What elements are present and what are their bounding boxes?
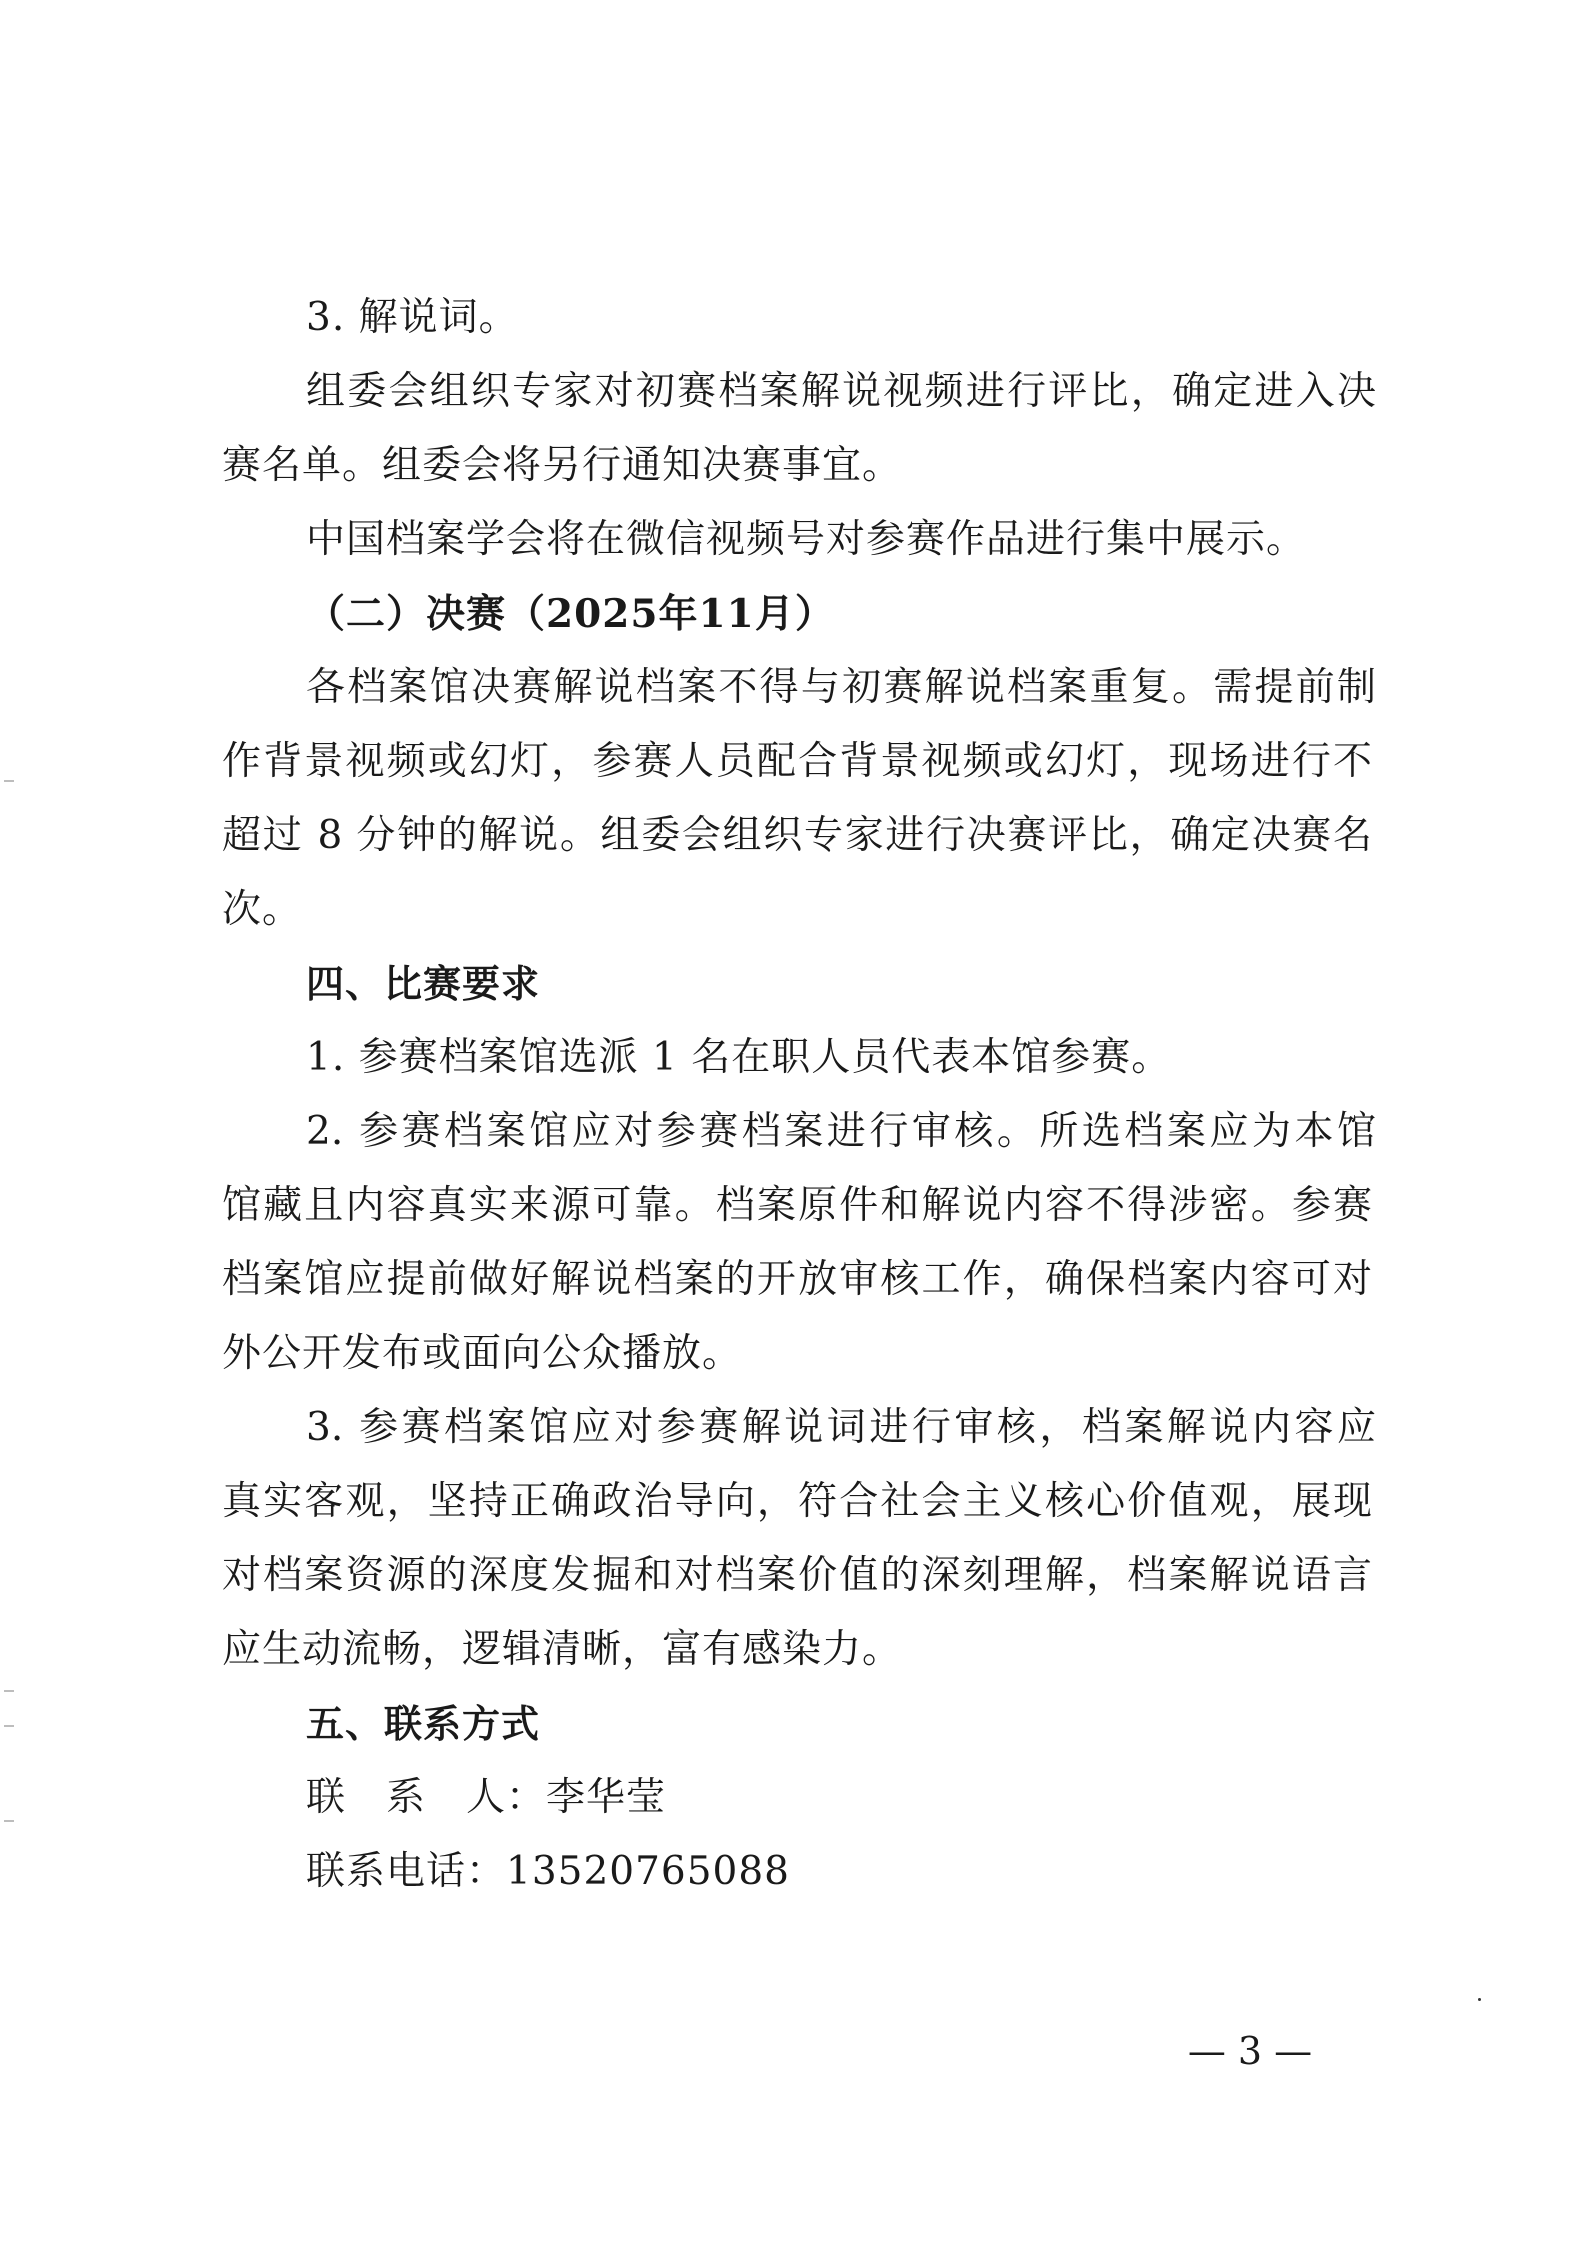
contact-person: 联 系 人：李华莹 xyxy=(306,1775,667,1820)
paragraph-finals-line-2: 作背景视频或幻灯，参赛人员配合背景视频或幻灯，现场进行不 xyxy=(222,739,1372,784)
paragraph-exhibition: 中国档案学会将在微信视频号对参赛作品进行集中展示。 xyxy=(306,517,1307,562)
requirement-item-1: 1. 参赛档案馆选派 1 名在职人员代表本馆参赛。 xyxy=(306,1035,1172,1080)
requirement-item-2-line-3: 档案馆应提前做好解说档案的开放审核工作，确保档案内容可对 xyxy=(222,1257,1372,1302)
paragraph-finals-line-4: 次。 xyxy=(222,887,303,932)
margin-scan-mark xyxy=(4,780,14,782)
requirement-item-3-line-1: 3. 参赛档案馆应对参赛解说词进行审核，档案解说内容应 xyxy=(306,1405,1376,1450)
requirement-item-3-line-2: 真实客观，坚持正确政治导向，符合社会主义核心价值观，展现 xyxy=(222,1479,1372,1524)
margin-scan-mark xyxy=(4,1725,14,1727)
paragraph-finals-line-1: 各档案馆决赛解说档案不得与初赛解说档案重复。需提前制 xyxy=(306,665,1376,710)
contact-phone: 联系电话：13520765088 xyxy=(306,1849,790,1894)
list-item-commentary: 3. 解说词。 xyxy=(306,295,519,340)
requirement-item-2-line-1: 2. 参赛档案馆应对参赛档案进行审核。所选档案应为本馆 xyxy=(306,1109,1376,1154)
paragraph-preliminary-review-line-1: 组委会组织专家对初赛档案解说视频进行评比，确定进入决 xyxy=(306,369,1376,414)
requirement-item-2-line-2: 馆藏且内容真实来源可靠。档案原件和解说内容不得涉密。参赛 xyxy=(222,1183,1372,1228)
margin-scan-mark xyxy=(4,1690,14,1692)
paragraph-finals-line-3: 超过 8 分钟的解说。组委会组织专家进行决赛评比，确定决赛名 xyxy=(222,813,1372,858)
page-number: — 3 — xyxy=(1187,2029,1313,2073)
requirement-item-3-line-4: 应生动流畅，逻辑清晰，富有感染力。 xyxy=(222,1627,903,1672)
paragraph-preliminary-review-line-2: 赛名单。组委会将另行通知决赛事宜。 xyxy=(222,443,903,488)
section-heading-contact: 五、联系方式 xyxy=(306,1702,541,1746)
scan-speck xyxy=(1478,1998,1481,2001)
margin-scan-mark xyxy=(4,1820,14,1822)
requirement-item-3-line-3: 对档案资源的深度发掘和对档案价值的深刻理解，档案解说语言 xyxy=(222,1553,1372,1598)
section-heading-requirements: 四、比赛要求 xyxy=(306,962,541,1006)
subheading-finals: （二）决赛（2025年11月） xyxy=(306,591,835,637)
requirement-item-2-line-4: 外公开发布或面向公众播放。 xyxy=(222,1331,743,1376)
